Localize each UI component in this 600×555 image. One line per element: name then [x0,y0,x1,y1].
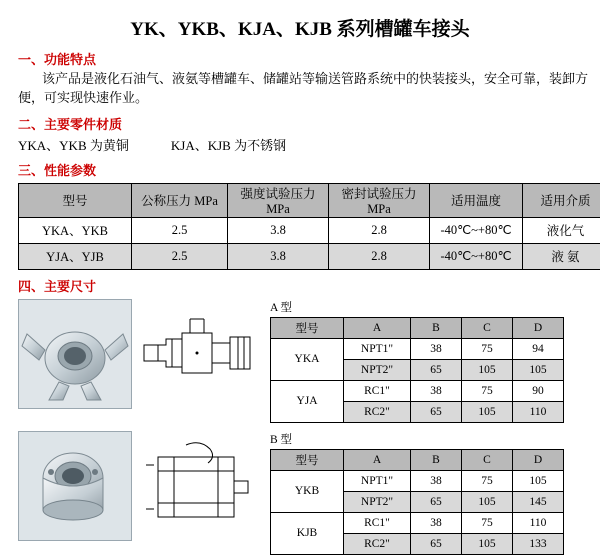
dim-a-cell: NPT2" [344,359,411,380]
coupling-photo-a-graphic [19,300,131,408]
section-heading-performance: 三、性能参数 [18,160,600,179]
dim-b-cell: 133 [513,533,564,554]
dim-a-cell: 105 [462,401,513,422]
table-header-row [271,317,564,338]
dimension-table-b-label: B 型 [270,431,560,447]
dim-b-header-c: C [462,449,513,470]
table-header-row [19,183,600,217]
perf-cell: 3.8 [228,243,329,269]
perf-header-medium: 适用介质 [523,183,600,217]
perf-header-temperature: 适用温度 [430,183,523,217]
dim-b-cell: 75 [462,470,513,491]
dimension-row-b [18,431,600,555]
table-row [271,380,564,401]
dim-a-cell: 75 [462,338,513,359]
section-heading-features: 一、功能特点 [18,49,600,68]
dim-b-cell: 38 [411,512,462,533]
dim-b-cell: 65 [411,491,462,512]
perf-cell: 2.5 [132,217,228,243]
dimension-table-a-label: A 型 [270,299,560,315]
dim-b-cell: 75 [462,512,513,533]
table-row [271,512,564,533]
dim-a-cell: 75 [462,380,513,401]
page-title: YK、YKB、KJA、KJB 系列槽罐车接头 [0,0,600,43]
dim-a-cell: 110 [513,401,564,422]
material-brass: YKA、YKB 为黄铜 [18,138,129,153]
dim-a-header-c: C [462,317,513,338]
dimension-table-a-block [270,299,560,423]
perf-cell: 液 氨 [523,243,600,269]
coupling-photo-b-graphic [19,432,131,540]
coupling-drawing-b-graphic [138,431,258,539]
dimensions-section [0,276,600,555]
dim-b-header-b: B [411,449,462,470]
perf-cell: 2.5 [132,243,228,269]
perf-cell: 2.8 [329,243,430,269]
table-header-row [271,449,564,470]
perf-cell: 3.8 [228,217,329,243]
perf-cell: YKA、YKB [19,217,132,243]
dim-b-header-d: D [513,449,564,470]
dim-b-cell-model: YKB [271,470,344,512]
dim-a-cell: 65 [411,401,462,422]
table-row [19,243,600,269]
coupling-drawing-b-image [138,431,258,539]
dim-b-cell-model: KJB [271,512,344,554]
perf-header-strength-test: 强度试验压力 MPa [228,183,329,217]
dim-a-header-a: A [344,317,411,338]
dim-a-cell-model: YKA [271,338,344,380]
dim-b-cell: 145 [513,491,564,512]
coupling-drawing-a-graphic [138,299,258,407]
dim-b-cell: RC1" [344,512,411,533]
dim-b-cell: NPT2" [344,491,411,512]
dim-a-cell: 65 [411,359,462,380]
dim-a-cell: RC1" [344,380,411,401]
dim-b-header-a: A [344,449,411,470]
coupling-photo-b-image [18,431,132,541]
dimension-table-b [270,449,564,555]
dimension-table-a [270,317,564,423]
dimension-row-a [18,299,600,423]
dim-b-cell: 38 [411,470,462,491]
materials-line [18,135,600,154]
features-paragraph [18,70,588,108]
dim-a-cell: 94 [513,338,564,359]
table-row [271,338,564,359]
performance-table [18,183,600,270]
section-heading-materials: 二、主要零件材质 [18,114,600,133]
table-row [271,470,564,491]
perf-cell: 2.8 [329,217,430,243]
section-heading-dimensions: 四、主要尺寸 [18,276,600,295]
dim-b-cell: 105 [462,533,513,554]
dim-b-cell: 105 [462,491,513,512]
perf-cell: -40℃~+80℃ [430,243,523,269]
perf-cell: 液化气 [523,217,600,243]
dim-a-cell: NPT1" [344,338,411,359]
dim-a-cell: RC2" [344,401,411,422]
perf-cell: -40℃~+80℃ [430,217,523,243]
dim-b-header-model: 型号 [271,449,344,470]
dim-a-cell: 105 [462,359,513,380]
dim-a-header-b: B [411,317,462,338]
perf-cell: YJA、YJB [19,243,132,269]
material-stainless: KJA、KJB 为不锈钢 [171,138,286,153]
dim-a-header-d: D [513,317,564,338]
perf-header-nominal-pressure: 公称压力 MPa [132,183,228,217]
table-row [19,217,600,243]
dim-a-cell: 38 [411,380,462,401]
dimension-table-b-block [270,431,560,555]
perf-header-model: 型号 [19,183,132,217]
dim-a-cell: 90 [513,380,564,401]
dim-a-cell-model: YJA [271,380,344,422]
dim-b-cell: 110 [513,512,564,533]
dim-a-cell: 105 [513,359,564,380]
dim-b-cell: RC2" [344,533,411,554]
dim-b-cell: 105 [513,470,564,491]
coupling-photo-a-image [18,299,132,409]
perf-header-seal-test: 密封试验压力 MPa [329,183,430,217]
performance-table-wrap [18,183,580,270]
dim-a-header-model: 型号 [271,317,344,338]
features-text: 该产品是液化石油气、液氨等槽罐车、储罐站等输送管路系统中的快装接头，安全可靠，装卸方便，可实现快速作业。 [18,71,588,105]
coupling-drawing-a-image [138,299,258,407]
dim-b-cell: 65 [411,533,462,554]
dim-b-cell: NPT1" [344,470,411,491]
dim-a-cell: 38 [411,338,462,359]
